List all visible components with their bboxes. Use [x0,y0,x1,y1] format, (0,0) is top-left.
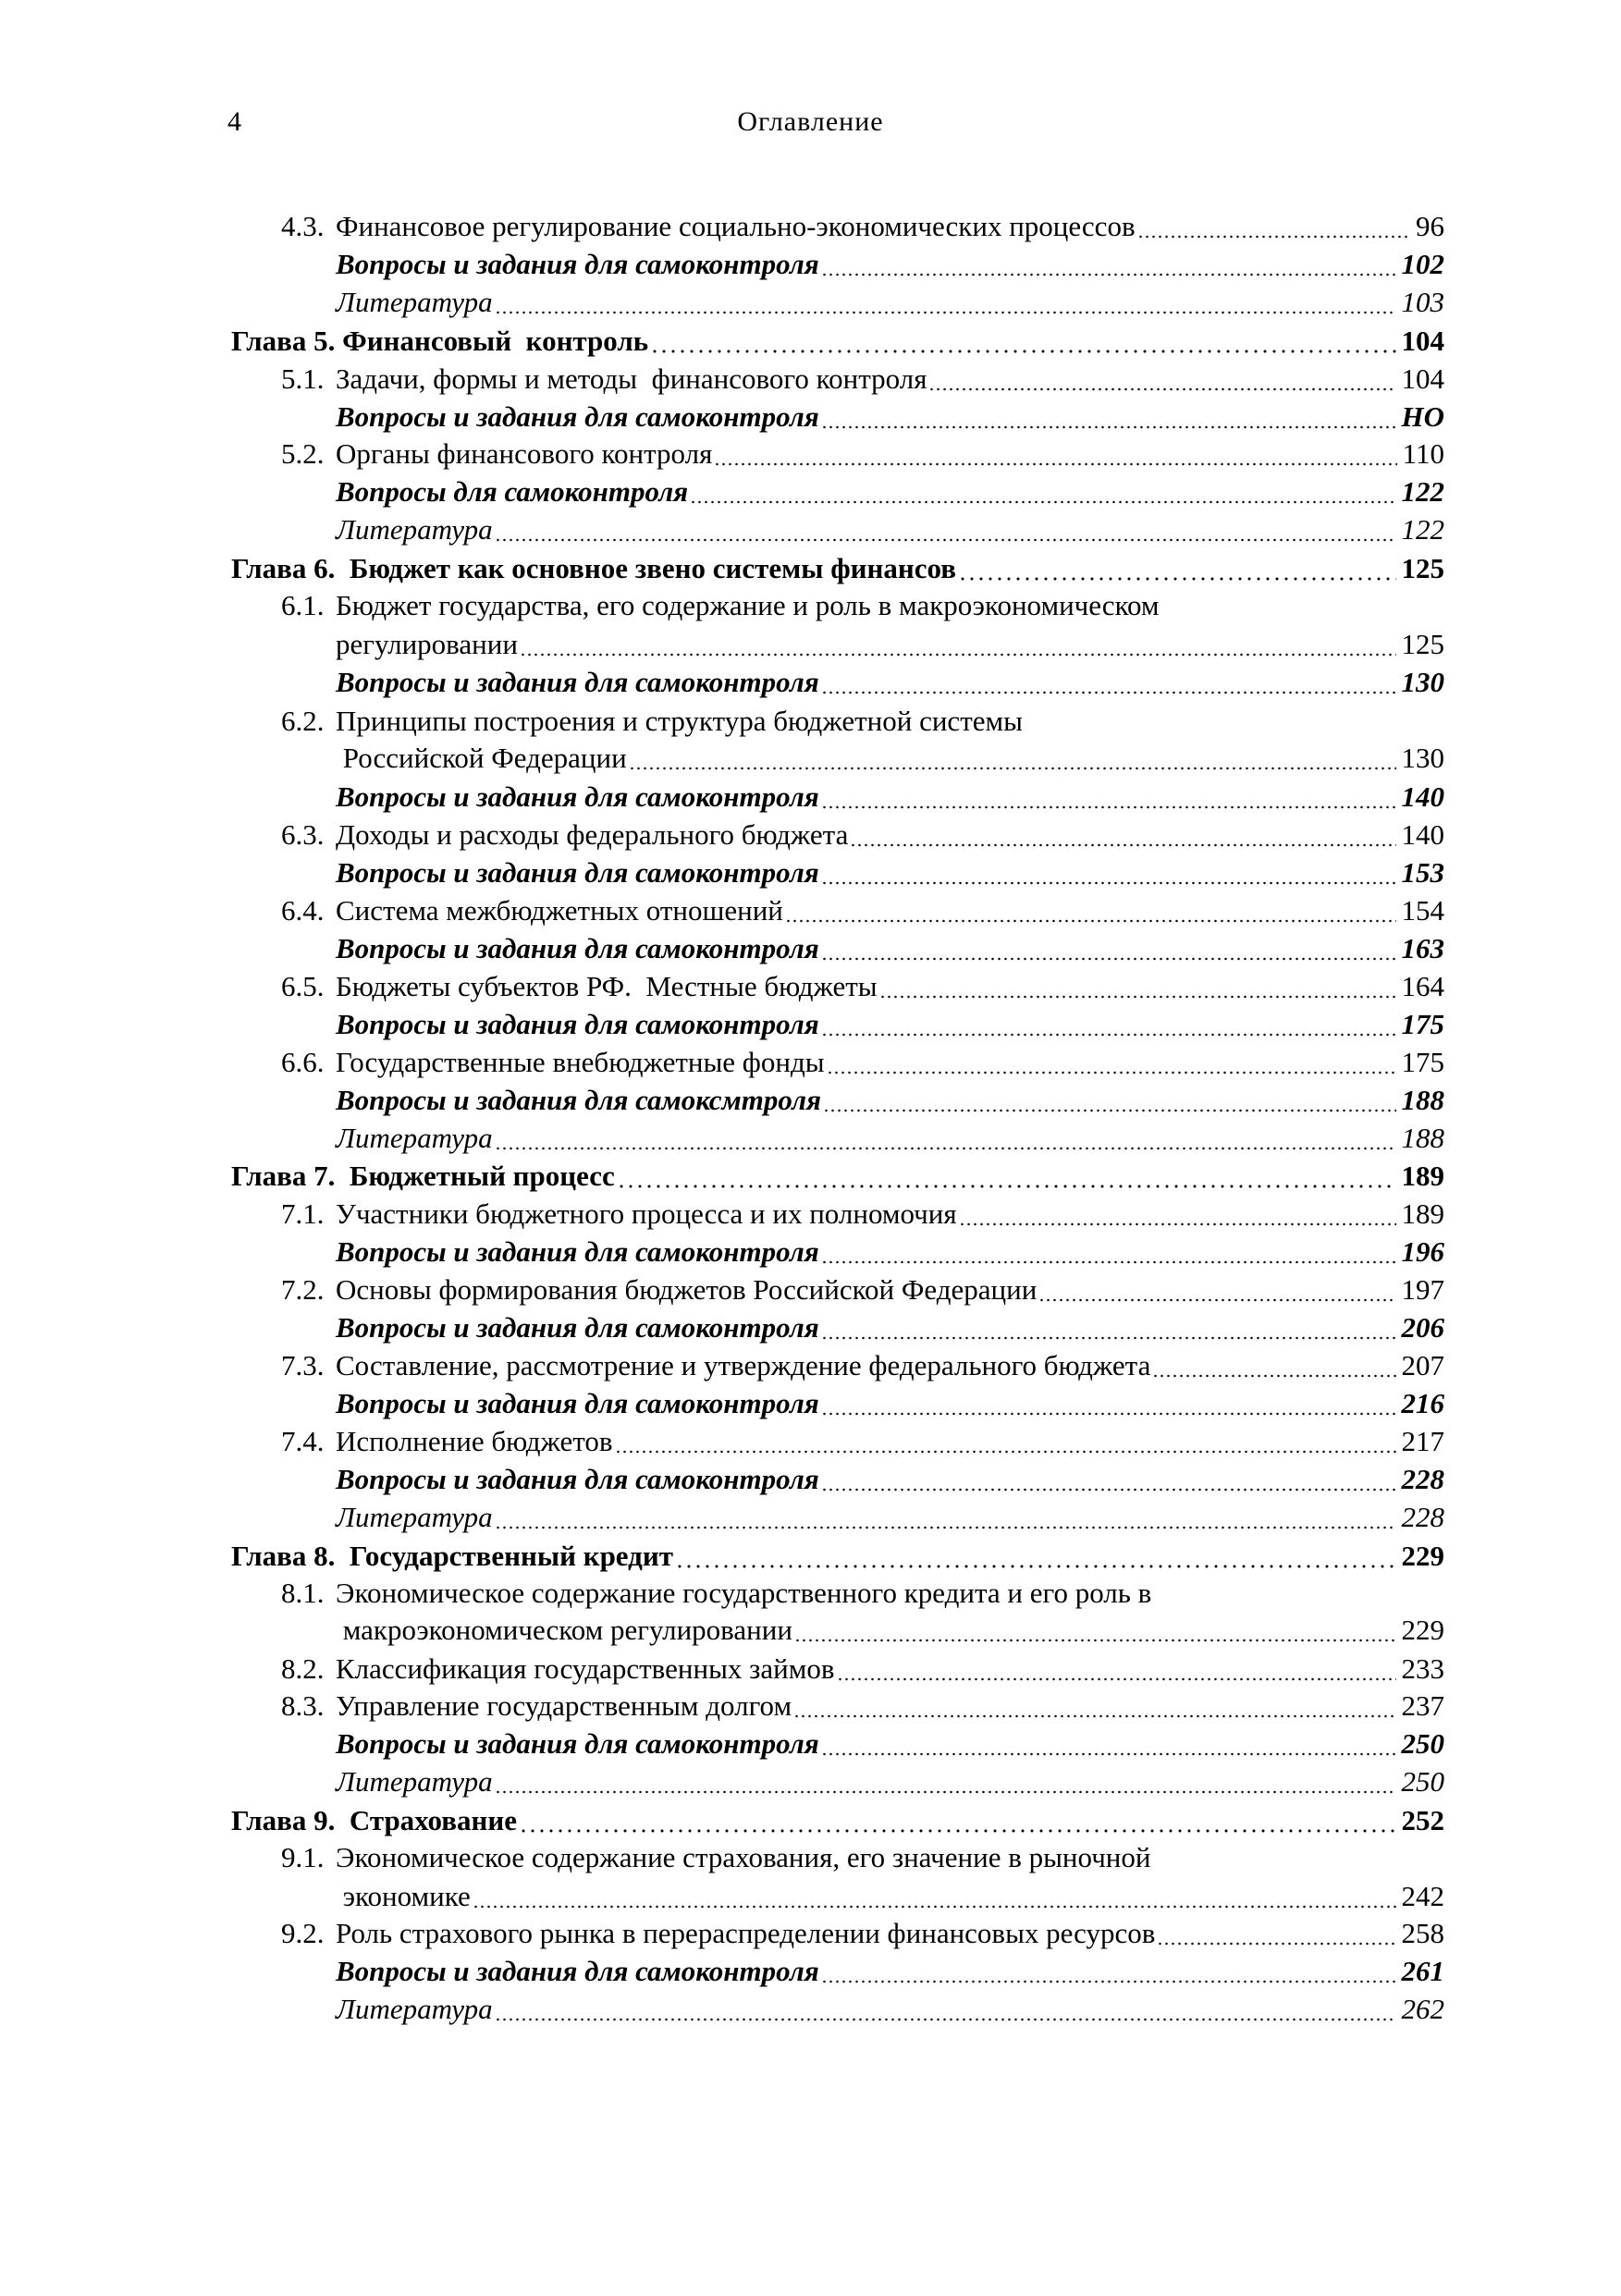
toc-entry-title: Вопросы и задания для самоконтроля [336,856,819,889]
dot-leader [821,1334,1396,1342]
toc-entry-title: Органы финансового контроля [336,437,713,470]
dot-leader [821,1031,1396,1038]
toc-entry-number: 7.2. [281,1273,325,1306]
toc-entry[interactable] [281,1651,1444,1691]
toc-entry-title: Вопросы и задания для самоконтроля [336,666,819,698]
toc-entry-title: Управление государственным долгом [336,1689,792,1722]
toc-entry-title: Бюджеты субъектов РФ. Местные бюджеты [336,970,878,1002]
dot-leader [821,1978,1396,1985]
toc-page-number: 197 [1401,1273,1444,1306]
dot-leader [495,1524,1396,1531]
toc-page-number: 188 [1401,1084,1444,1116]
toc-entry-title: Составление, рассмотрение и утверждение федерального бюджета [336,1349,1151,1381]
toc-subentry[interactable] [336,1234,1444,1274]
toc-entry-title: Вопросы и задания для самоконтроля [336,1955,819,1987]
toc-page-number: 262 [1401,1993,1444,2025]
toc-entry[interactable] [281,1196,1444,1236]
dot-leader [821,689,1396,696]
toc-page-number: 217 [1401,1425,1444,1457]
dot-leader [821,1410,1396,1418]
toc-entry-number: 9.1. [281,1841,325,1873]
toc-subentry[interactable] [336,664,1444,705]
dot-leader [495,536,1396,544]
toc-entry-title: Вопросы для самоконтроля [336,475,689,508]
toc-entry-title: Литература [336,1765,493,1798]
dot-leader [827,1069,1396,1076]
toc-entry-title: Литература [336,1993,493,2025]
toc-entry-number: 6.4. [281,894,325,927]
toc-page-number: 104 [1401,325,1444,357]
toc-entry-title: Вопросы и задания для самоконтроля [336,932,819,964]
dot-leader [615,1448,1396,1455]
toc-page-number: 96 [1416,210,1444,242]
toc-entry-title: Бюджет государства, его содержание и роль в макроэкономическом [336,589,1160,621]
toc-entry[interactable] [336,1612,1444,1652]
toc-page-number: 252 [1401,1804,1444,1836]
toc-subentry[interactable] [336,1006,1444,1047]
toc-page-number: НО [1401,400,1444,433]
toc-entry-title: Глава 7. Бюджетный процесс [231,1160,615,1192]
dot-leader [473,1903,1396,1910]
toc-entry-number: 8.3. [281,1689,325,1722]
toc-page-number: 130 [1401,742,1444,774]
toc-entry-number: 4.3. [281,210,325,242]
toc-entry[interactable] [281,892,1444,933]
toc-entry-title: Вопросы и задания для самоконтроля [336,1008,819,1040]
toc-entry-title: Система межбюджетных отношений [336,894,783,927]
toc-page-number: 163 [1401,932,1444,964]
toc-entry-title: Основы формирования бюджетов Российской Федерации [336,1273,1038,1306]
dot-leader [495,1788,1396,1796]
toc-page-number: 189 [1401,1160,1444,1192]
toc-entry-title: Вопросы и задания для самоксмтроля [336,1084,822,1116]
toc-entry-title: Вопросы и задания для самоконтроля [336,1387,819,1419]
toc-subentry[interactable] [336,284,1444,325]
toc-page-number: 189 [1401,1197,1444,1230]
toc-entry[interactable] [281,816,1444,857]
dot-leader [958,575,1396,583]
dot-leader [850,841,1395,849]
toc-page-number: 175 [1401,1008,1444,1040]
toc-subentry[interactable] [336,473,1444,514]
toc-entry-title: Экономическое содержание страхования, его значение в рыночной [336,1841,1151,1873]
toc-page-number: 104 [1401,362,1444,395]
toc-page-number: 229 [1401,1540,1444,1572]
toc-entry-title: экономике [336,1880,471,1912]
toc-page-number: 164 [1401,970,1444,1002]
toc-entry-number: 7.4. [281,1425,325,1457]
toc-entry[interactable] [336,740,1444,780]
toc-entry-title: Глава 9. Страхование [231,1804,517,1836]
toc-entry-title: Исполнение бюджетов [336,1425,613,1457]
toc-subentry[interactable] [336,1309,1444,1350]
dot-leader [650,348,1395,355]
dot-leader [794,1637,1396,1644]
dot-leader [785,917,1396,925]
toc-subentry[interactable] [336,854,1444,895]
toc-entry-title: Глава 6. Бюджет как основное звено системы финансов [231,552,956,584]
toc-page-number: 125 [1401,628,1444,660]
toc-entry[interactable] [281,587,1444,628]
toc-entry[interactable] [281,361,1444,401]
toc-entry[interactable] [281,1347,1444,1388]
toc-entry-number: 6.6. [281,1046,325,1078]
toc-entry-title: Экономическое содержание государственного кредита и его роль в [336,1577,1152,1609]
toc-entry-title: Задачи, формы и методы финансового контроля [336,362,927,395]
dot-leader [1137,233,1410,240]
toc-subentry[interactable] [336,1082,1444,1123]
toc-entry-title: Вопросы и задания для самоконтроля [336,248,819,280]
toc-entry-number: 7.1. [281,1197,325,1230]
toc-page-number: 153 [1401,856,1444,889]
toc-page-number: 216 [1401,1387,1444,1419]
toc-entry-title: Классификация государственных займов [336,1652,835,1685]
dot-leader [495,2016,1396,2023]
dot-leader [675,1563,1396,1570]
toc-subentry[interactable] [336,930,1444,971]
toc-entry-number: 9.2. [281,1917,325,1949]
dot-leader [821,804,1396,811]
dot-leader [821,955,1396,963]
toc-entry-title: Государственные внебюджетные фонды [336,1046,825,1078]
toc-subentry[interactable] [336,779,1444,819]
toc-entry-title: Российской Федерации [336,742,627,774]
dot-leader [821,271,1396,278]
toc-page-number: 206 [1401,1311,1444,1344]
toc-entry-title: регулировании [336,628,518,660]
toc-entry-title: Глава 5. Финансовый контроль [231,325,649,357]
dot-leader [821,424,1396,431]
dot-leader [690,498,1395,506]
toc-page-number: 140 [1401,818,1444,851]
toc-entry-number: 6.3. [281,818,325,851]
toc-entry[interactable] [281,1915,1444,1956]
toc-entry[interactable] [281,436,1444,476]
toc-entry-title: Принципы построения и структура бюджетной системы [336,705,1023,737]
toc-entry[interactable] [281,703,1444,743]
toc-entry[interactable] [281,1688,1444,1728]
toc-subentry[interactable] [336,399,1444,439]
toc-subentry[interactable] [336,1763,1444,1804]
toc-subentry[interactable] [336,246,1444,287]
dot-leader [928,386,1395,393]
toc-page-number: 258 [1401,1917,1444,1949]
dot-leader [821,1750,1396,1758]
toc-page-number: 122 [1401,513,1444,546]
dot-leader [495,1145,1396,1152]
dot-leader [821,1486,1396,1493]
toc-entry-title: Вопросы и задания для самоконтроля [336,780,819,813]
toc-subentry[interactable] [336,1953,1444,1994]
dot-leader [617,1183,1396,1190]
toc-entry-number: 5.2. [281,437,325,470]
toc-entry-number: 8.2. [281,1652,325,1685]
toc-entry-number: 6.1. [281,589,325,621]
dot-leader [837,1676,1396,1683]
dot-leader [821,1259,1396,1266]
toc-entry-title: Доходы и расходы федерального бюджета [336,818,849,851]
toc-page-number: 102 [1401,248,1444,280]
toc-subentry[interactable] [336,511,1444,552]
toc-page-number: 261 [1401,1955,1444,1987]
toc-page-number: 188 [1401,1122,1444,1154]
toc-page-number: 233 [1401,1652,1444,1685]
toc-entry[interactable] [281,1271,1444,1312]
toc-entry-title: Вопросы и задания для самоконтроля [336,1727,819,1760]
toc-entry-title: макроэкономическом регулировании [336,1614,792,1646]
running-title: Оглавление [737,106,884,137]
toc-subentry[interactable] [336,1461,1444,1502]
toc-page-number: 237 [1401,1689,1444,1722]
toc-page-number: 196 [1401,1235,1444,1268]
dot-leader [629,765,1396,772]
toc-entry-title: Вопросы и задания для самоконтроля [336,1311,819,1344]
toc-subentry[interactable] [336,1499,1444,1540]
toc-entry-number: 6.2. [281,705,325,737]
toc-page-number: 175 [1401,1046,1444,1078]
toc-subentry[interactable] [336,1725,1444,1766]
toc-entry[interactable] [281,968,1444,1009]
toc-entry-title: Вопросы и задания для самоконтроля [336,1235,819,1268]
toc-page-number: 228 [1401,1501,1444,1533]
dot-leader [823,1107,1395,1114]
toc-entry-title: Вопросы и задания для самоконтроля [336,400,819,433]
toc-page-number: 154 [1401,894,1444,927]
dot-leader [1152,1372,1395,1380]
toc-page-number: 250 [1401,1727,1444,1760]
toc-entry[interactable] [281,1575,1444,1615]
toc-subentry[interactable] [336,1120,1444,1160]
toc-entry-title: Роль страхового рынка в перераспределении финансовых ресурсов [336,1917,1156,1949]
toc-page-number: 110 [1402,437,1444,470]
toc-entry-number: 5.1. [281,362,325,395]
dot-leader [1157,1940,1395,1947]
toc-page-number: 228 [1401,1463,1444,1495]
toc-entry-number: 6.5. [281,970,325,1002]
toc-page-number: 207 [1401,1349,1444,1381]
dot-leader [519,1827,1396,1835]
dot-leader [520,651,1396,658]
toc-entry[interactable] [336,626,1444,667]
dot-leader [821,879,1396,887]
toc-entry-number: 8.1. [281,1577,325,1609]
toc-page-number: 125 [1401,552,1444,584]
toc-page-number: 250 [1401,1765,1444,1798]
toc-page-number: 122 [1401,475,1444,508]
toc-entry-title: Глава 8. Государственный кредит [231,1540,673,1572]
dot-leader [959,1221,1396,1228]
toc-entry-title: Литература [336,513,493,546]
toc-page-number: 229 [1401,1614,1444,1646]
toc-chapter-entry[interactable] [231,1538,1444,1578]
dot-leader [714,460,1396,468]
toc-chapter-entry[interactable] [231,1802,1444,1843]
toc-entry[interactable] [281,1839,1444,1880]
toc-entry-number: 7.3. [281,1349,325,1381]
toc-entry-title: Литература [336,286,493,318]
dot-leader [879,993,1396,1001]
toc-subentry[interactable] [336,1385,1444,1426]
toc-entry-title: Литература [336,1122,493,1154]
toc-subentry[interactable] [336,1991,1444,2032]
toc-chapter-entry[interactable] [231,323,1444,363]
dot-leader [1038,1296,1395,1304]
toc-page-number: 103 [1401,286,1444,318]
toc-page-number: 130 [1401,666,1444,698]
page-number: 4 [227,106,241,137]
dot-leader [495,309,1396,316]
toc-entry-title: Вопросы и задания для самоконтроля [336,1463,819,1495]
toc-page-number: 140 [1401,780,1444,813]
toc-chapter-entry[interactable] [231,550,1444,591]
toc-page-number: 242 [1401,1880,1444,1912]
toc-entry[interactable] [336,1878,1444,1919]
toc-entry-title: Литература [336,1501,493,1533]
toc-chapter-entry[interactable] [231,1158,1444,1198]
toc-entry-title: Участники бюджетного процесса и их полномочия [336,1197,957,1230]
toc-entry[interactable] [281,1044,1444,1085]
toc-entry[interactable] [281,1423,1444,1464]
toc-entry[interactable] [281,208,1444,249]
toc-entry-title: Финансовое регулирование социально-экономических процессов [336,210,1136,242]
dot-leader [793,1713,1395,1720]
